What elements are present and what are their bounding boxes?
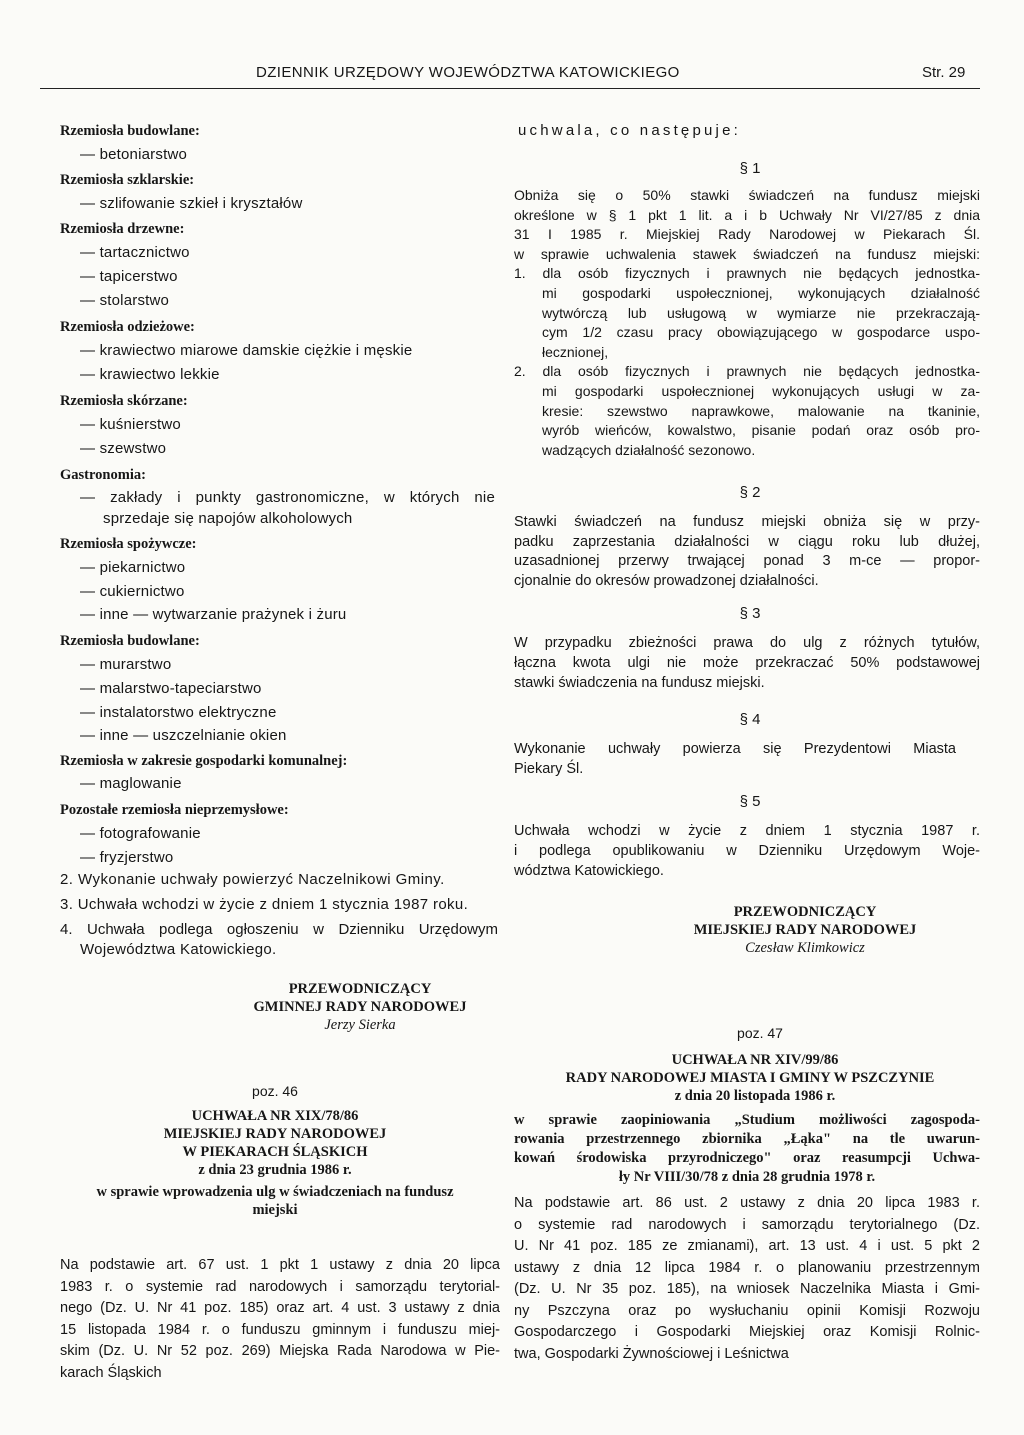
craft-category-heading: Rzemiosła spożywcze: [60, 536, 197, 552]
craft-item: — cukiernictwo [80, 583, 185, 600]
section-1-line: cym 1/2 czasu pracy obowiązującego w gospodarce uspo- [542, 324, 980, 341]
section-4-mark: § 4 [739, 711, 761, 728]
section-2-line: padku zaprzestania działalności w ciągu roku lub dłużej, [514, 533, 980, 550]
poz46-body-line: karach Śląskich [60, 1364, 162, 1381]
poz47-body-line: Gospodarczego i Gospodarki Miejskiej oraz Komisji Rolnic- [514, 1324, 980, 1340]
poz47-subject-line: rowania przestrzennego zbiornika „Łąka" na tle uwarun- [514, 1131, 980, 1147]
section-1-line: mi gospodarki uspołecznionej, wykonujących działalność [542, 285, 980, 301]
section-3-line: stawki świadczenia na fundusz miejski. [514, 675, 765, 691]
point-4: 4. Uchwała podlega ogłoszeniu w Dzienniku Urzędowym [60, 921, 498, 938]
section-5-mark: § 5 [739, 793, 761, 810]
section-1-line: wadzących działalność sezonowo. [542, 441, 756, 458]
craft-item: — tapicerstwo [80, 268, 178, 285]
craft-category-heading: Gastronomia: [60, 467, 146, 483]
poz47-subject-line: w sprawie zaopiniowania „Studium możliwości zagospoda- [514, 1112, 980, 1128]
section-1-line: określone w § 1 pkt 1 lit. a i b Uchwały Nr VI/27/85 z dnia [514, 206, 980, 223]
point-2: 2. Wykonanie uchwały powierzyć Naczelnikowi Gminy. [60, 871, 445, 888]
craft-item: — szlifowanie szkieł i kryształów [80, 195, 303, 212]
resolution-intro: uchwala, co następuje: [518, 122, 742, 139]
section-2-mark: § 2 [739, 484, 761, 501]
poz47-body-line: o systemie rad narodowych i samorządu terytorialnego (Dz. [514, 1216, 980, 1233]
craft-item: — zakłady i punkty gastronomiczne, w których nie [80, 489, 495, 506]
craft-item: — maglowanie [80, 775, 182, 792]
section-1-line: w sprawie uchwalenia stawek świadczeń na fundusz miejski: [514, 245, 980, 262]
section-1-line: Obniża się o 50% stawki świadczeń na fundusz miejski [514, 187, 980, 203]
page-header [0, 0, 1024, 90]
section-5-line: Uchwała wchodzi w życie z dniem 1 stycznia 1987 r. [514, 823, 980, 839]
poz46-subject: w sprawie wprowadzenia ulg w świadczeniach na fundusz [96, 1184, 454, 1200]
section-5-line: wództwa Katowickiego. [514, 863, 664, 879]
signature-role: PRZEWODNICZĄCY [288, 981, 432, 997]
section-1-line: łecznionej, [542, 343, 609, 360]
craft-item: — inne — wytwarzanie prażynek i żuru [80, 606, 347, 623]
poz46-title: UCHWAŁA NR XIX/78/86 [191, 1108, 359, 1124]
craft-category-heading: Rzemiosła w zakresie gospodarki komunalnej: [60, 753, 348, 769]
header-rule [40, 88, 980, 89]
craft-item: — fotografowanie [80, 825, 201, 842]
point-3: 3. Uchwała wchodzi w życie z dniem 1 stycznia 1987 roku. [60, 896, 469, 913]
craft-item: — inne — uszczelnianie okien [80, 727, 287, 744]
poz47-council: RADY NARODOWEJ MIASTA I GMINY W PSZCZYNIE [565, 1070, 935, 1086]
poz47-number: poz. 47 [737, 1025, 783, 1041]
poz47-body-line: Na podstawie art. 86 ust. 2 ustawy z dnia 20 lipca 1983 r. [514, 1195, 980, 1211]
section-2-line: Stawki świadczeń na fundusz miejski obniża się w przy- [514, 514, 980, 530]
right-signature-role: PRZEWODNICZĄCY [733, 904, 877, 920]
poz46-council: MIEJSKIEJ RADY NARODOWEJ [163, 1126, 387, 1142]
section-3-line: łączna kwota ulgi nie może przekraczać 50% podstawowej [514, 655, 980, 671]
craft-item: — fryzjerstwo [80, 849, 174, 866]
poz46-city: W PIEKARACH ŚLĄSKICH [182, 1144, 368, 1160]
craft-item: — krawiectwo miarowe damskie ciężkie i męskie [80, 342, 413, 359]
poz47-body-line: U. Nr 41 poz. 185 ze zmianami), art. 13 ust. 4 i ust. 5 pkt 2 [514, 1238, 980, 1254]
journal-title: DZIENNIK URZĘDOWY WOJEWÓDZTWA KATOWICKIEGO [256, 64, 680, 81]
craft-item: — betoniarstwo [80, 146, 188, 163]
craft-item: — instalatorstwo elektryczne [80, 704, 277, 721]
craft-category-heading: Rzemiosła odzieżowe: [60, 319, 195, 335]
craft-item: — malarstwo-tapeciarstwo [80, 680, 262, 697]
poz46-subject-cont: miejski [252, 1202, 298, 1218]
section-2-line: cjonalnie do okresów prowadzonej działalności. [514, 572, 819, 589]
section-1-line: wyrób wieńców, kowalstwo, pisanie podań oraz osób pro- [542, 422, 980, 439]
craft-category-heading: Rzemiosła budowlane: [60, 123, 200, 139]
craft-item: — piekarnictwo [80, 559, 186, 576]
section-1-line: 31 I 1985 r. Miejskiej Rady Narodowej w Piekarach Śl. [514, 226, 980, 243]
poz46-body-line: skim (Dz. U. Nr 52 poz. 269) Miejska Rada Narodowa w Pie- [60, 1343, 500, 1359]
right-signature-body: MIEJSKIEJ RADY NARODOWEJ [693, 922, 917, 938]
page-number: Str. 29 [922, 64, 966, 81]
craft-item: sprzedaje się napojów alkoholowych [103, 510, 353, 527]
poz46-number: poz. 46 [252, 1083, 298, 1099]
craft-item: — kuśnierstwo [80, 416, 181, 433]
section-1-mark: § 1 [739, 160, 761, 177]
craft-item: — murarstwo [80, 656, 172, 673]
poz47-title: UCHWAŁA NR XIV/99/86 [671, 1052, 839, 1068]
poz47-body-line: ustawy z dnia 12 lipca 1984 r. o planowaniu przestrzennym [514, 1259, 980, 1276]
section-1-line: 2. dla osób fizycznych i prawnych nie będących jednostka- [514, 363, 980, 380]
poz46-body-line: Na podstawie art. 67 ust. 1 pkt 1 ustawy z dnia 20 lipca [60, 1257, 500, 1273]
section-2-line: uzasadnionej przerwy trwającej ponad 3 m-ce — propor- [514, 553, 980, 569]
signature-body: GMINNEJ RADY NARODOWEJ [253, 999, 467, 1015]
section-5-line: i podlega opublikowaniu w Dzienniku Urzędowym Woje- [514, 843, 980, 859]
craft-item: — krawiectwo lekkie [80, 366, 220, 383]
section-4-line: Wykonanie uchwały powierza się Prezydentowi Miasta [514, 741, 956, 757]
poz46-body-line: 1983 r. o systemie rad narodowych i samorządu terytorial- [60, 1278, 500, 1295]
section-1-line: kresie: szewstwo naprawkowe, malowanie na tkaninie, [542, 402, 980, 419]
section-3-line: W przypadku zbieżności prawa do ulg z różnych tytułów, [514, 635, 980, 651]
craft-category-heading: Rzemiosła drzewne: [60, 221, 185, 237]
point-4-cont: Województwa Katowickiego. [80, 941, 277, 958]
craft-item: — stolarstwo [80, 292, 170, 309]
craft-category-heading: Rzemiosła budowlane: [60, 633, 200, 649]
craft-item: — tartacznictwo [80, 244, 190, 261]
section-3-mark: § 3 [739, 605, 761, 622]
poz47-subject-line: ły Nr VIII/30/78 z dnia 28 grudnia 1978 r. [618, 1169, 876, 1185]
craft-category-heading: Rzemiosła skórzane: [60, 393, 188, 409]
poz46-date: z dnia 23 grudnia 1986 r. [198, 1162, 352, 1178]
section-4-line: Piekary Śl. [514, 761, 584, 777]
poz47-date: z dnia 20 listopada 1986 r. [674, 1088, 836, 1104]
section-1-line: mi gospodarki uspołecznionej wykonujących usługi w za- [542, 383, 980, 399]
craft-item: — szewstwo [80, 440, 167, 457]
poz47-subject-line: kowań środowiska przyrodniczego" oraz reasumpcji Uchwa- [514, 1150, 980, 1166]
craft-category-heading: Rzemiosła szklarskie: [60, 172, 195, 188]
poz47-body-line: twa, Gospodarki Żywnościowej i Leśnictwa [514, 1345, 789, 1362]
poz46-body-line: nego (Dz. U. Nr 41 poz. 185) oraz art. 4 ust. 3 ustawy z dnia [60, 1300, 500, 1316]
section-1-line: wytwórczą lub usługową w wymiarze nie przekraczają- [542, 304, 980, 321]
poz47-body-line: ny Pszczyna oraz po wysłuchaniu opinii Komisji Rozwoju [514, 1302, 980, 1319]
poz46-body-line: 15 listopada 1984 r. o funduszu gminnym i funduszu miej- [60, 1321, 500, 1338]
craft-category-heading: Pozostałe rzemiosła nieprzemysłowe: [60, 802, 289, 818]
signature-name: Jerzy Sierka [324, 1017, 396, 1033]
section-1-line: 1. dla osób fizycznych i prawnych nie będących jednostka- [514, 265, 980, 282]
poz47-body-line: (Dz. U. Nr 35 poz. 185), na wniosek Naczelnika Miasta i Gmi- [514, 1281, 980, 1297]
right-signature-name: Czesław Klimkowicz [745, 940, 865, 956]
